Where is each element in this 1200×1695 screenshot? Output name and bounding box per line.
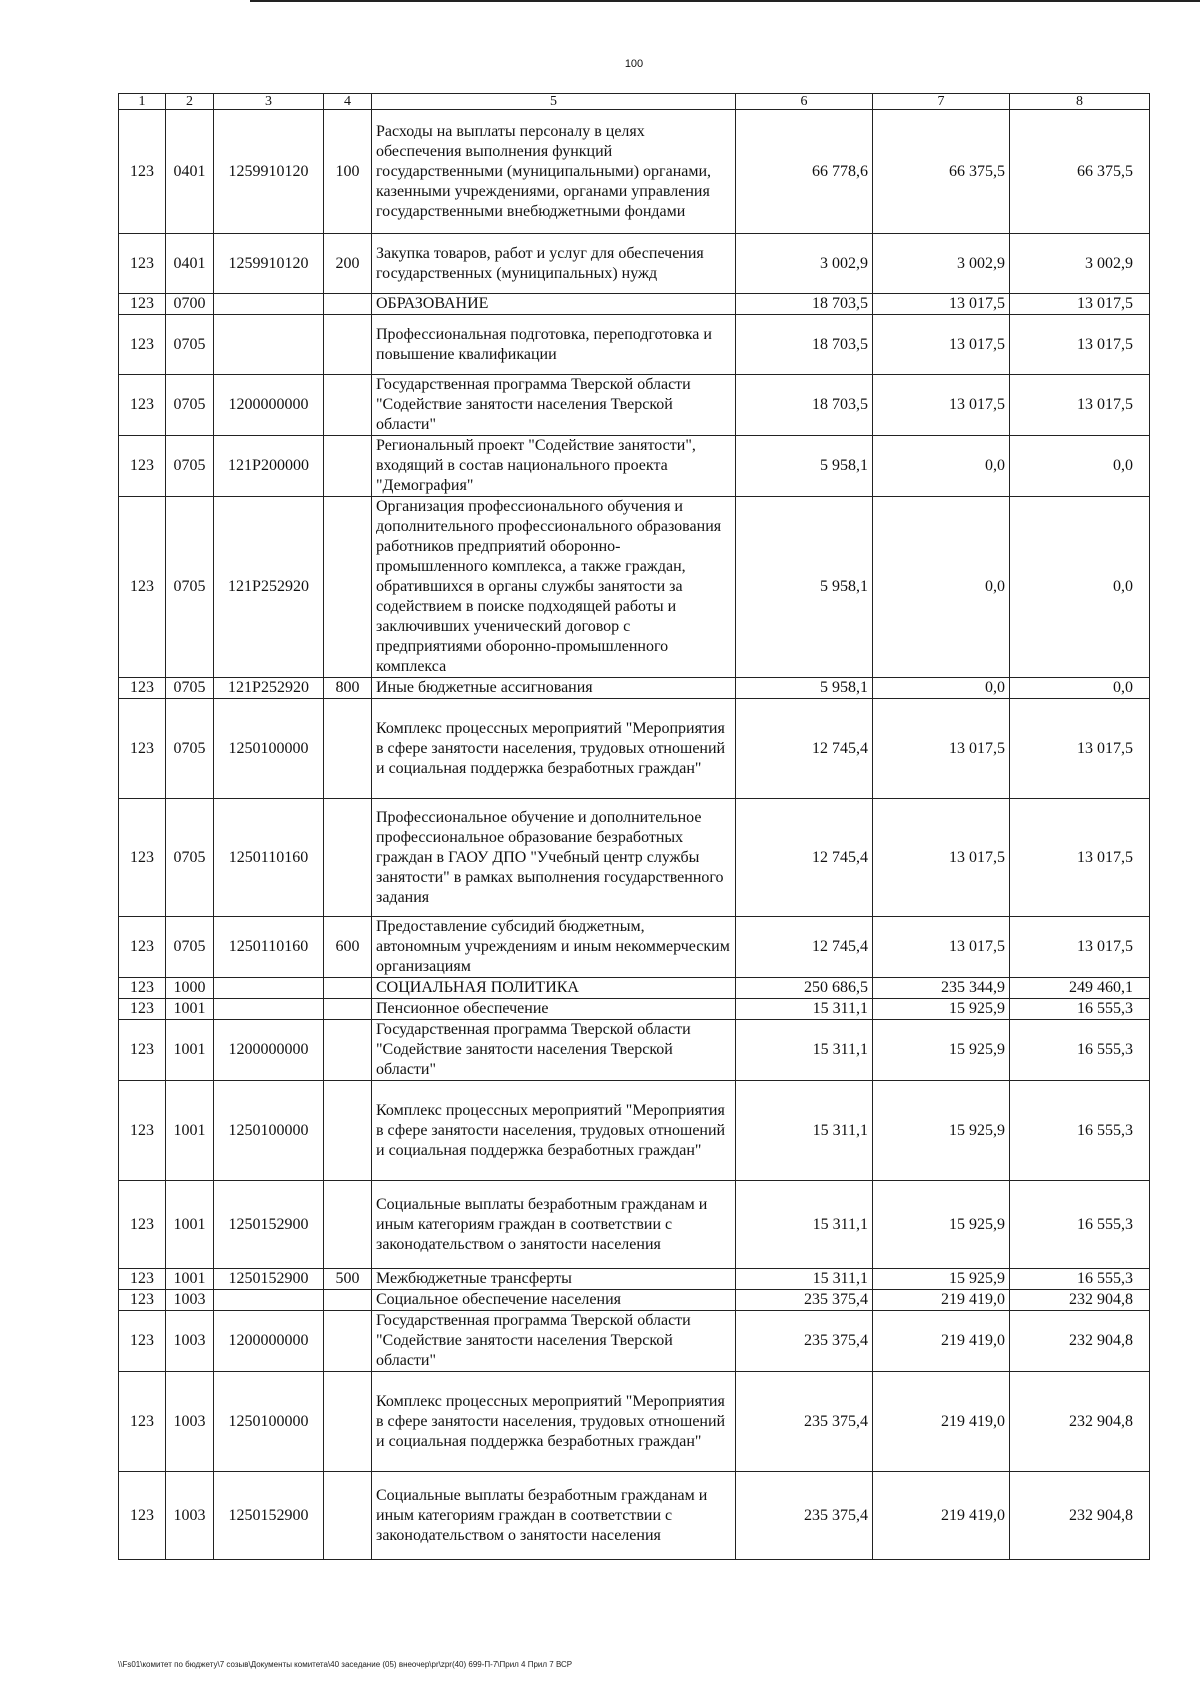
cell-amount-year1: 18 703,5: [736, 294, 873, 315]
cell-amount-year2: 3 002,9: [873, 234, 1010, 294]
cell-amount-year2: 219 419,0: [873, 1311, 1010, 1372]
cell-amount-year3: 13 017,5: [1010, 917, 1150, 978]
cell-amount-year3: 0,0: [1010, 497, 1150, 678]
table-row: [119, 699, 1150, 799]
cell-target-article: [214, 315, 324, 375]
cell-amount-year1: 5 958,1: [736, 497, 873, 678]
cell-section: 1000: [166, 978, 214, 999]
cell-amount-year2: 15 925,9: [873, 1181, 1010, 1269]
cell-amount-year3: 13 017,5: [1010, 699, 1150, 799]
cell-description: СОЦИАЛЬНАЯ ПОЛИТИКА: [372, 978, 736, 999]
table-row: [119, 110, 1150, 234]
cell-description: Государственная программа Тверской области "Содействие занятости населения Тверской области": [372, 1311, 736, 1372]
cell-expense-type: [324, 1081, 372, 1181]
cell-description: Региональный проект "Содействие занятости", входящий в состав национального проекта "Демография": [372, 436, 736, 497]
cell-amount-year1: 235 375,4: [736, 1290, 873, 1311]
table-row: [119, 999, 1150, 1020]
cell-amount-year2: 66 375,5: [873, 110, 1010, 234]
table-row: [119, 678, 1150, 699]
cell-amount-year2: 0,0: [873, 436, 1010, 497]
cell-section: 1003: [166, 1311, 214, 1372]
cell-description: Профессиональное обучение и дополнительное профессиональное образование безработных граждан в ГАОУ ДПО "Учебный центр службы занятости" в рамках выполнения государственного задания: [372, 799, 736, 917]
cell-chapter: 123: [119, 294, 166, 315]
cell-amount-year3: 16 555,3: [1010, 999, 1150, 1020]
cell-target-article: 1259910120: [214, 110, 324, 234]
cell-chapter: 123: [119, 699, 166, 799]
cell-amount-year2: 0,0: [873, 497, 1010, 678]
cell-chapter: 123: [119, 1290, 166, 1311]
cell-expense-type: [324, 375, 372, 436]
cell-amount-year1: 3 002,9: [736, 234, 873, 294]
cell-section: 1001: [166, 1269, 214, 1290]
cell-chapter: 123: [119, 1181, 166, 1269]
table-row: [119, 234, 1150, 294]
cell-amount-year3: 16 555,3: [1010, 1081, 1150, 1181]
cell-amount-year3: 0,0: [1010, 678, 1150, 699]
cell-section: 0705: [166, 678, 214, 699]
column-header: 2: [166, 94, 214, 110]
cell-section: 1003: [166, 1290, 214, 1311]
cell-amount-year3: 13 017,5: [1010, 375, 1150, 436]
cell-chapter: 123: [119, 999, 166, 1020]
cell-amount-year1: 18 703,5: [736, 375, 873, 436]
table-row: [119, 315, 1150, 375]
cell-description: Социальные выплаты безработным гражданам и иным категориям граждан в соответствии с законодательством о занятости населения: [372, 1181, 736, 1269]
cell-section: 1001: [166, 999, 214, 1020]
cell-expense-type: 500: [324, 1269, 372, 1290]
cell-chapter: 123: [119, 1020, 166, 1081]
cell-description: Комплекс процессных мероприятий "Мероприятия в сфере занятости населения, трудовых отношений и социальная поддержка безработных граждан": [372, 1372, 736, 1472]
cell-description: Социальные выплаты безработным гражданам и иным категориям граждан в соответствии с законодательством о занятости населения: [372, 1472, 736, 1560]
column-header: 8: [1010, 94, 1150, 110]
cell-chapter: 123: [119, 1472, 166, 1560]
cell-section: 0401: [166, 234, 214, 294]
cell-amount-year1: 18 703,5: [736, 315, 873, 375]
cell-amount-year3: 16 555,3: [1010, 1181, 1150, 1269]
cell-amount-year2: 235 344,9: [873, 978, 1010, 999]
cell-expense-type: [324, 436, 372, 497]
cell-amount-year2: 13 017,5: [873, 699, 1010, 799]
table-row: [119, 917, 1150, 978]
cell-amount-year2: 219 419,0: [873, 1290, 1010, 1311]
cell-description: Комплекс процессных мероприятий "Мероприятия в сфере занятости населения, трудовых отношений и социальная поддержка безработных граждан": [372, 699, 736, 799]
cell-description: Социальное обеспечение населения: [372, 1290, 736, 1311]
page-number: 100: [624, 58, 644, 70]
cell-section: 0705: [166, 917, 214, 978]
cell-target-article: 1250100000: [214, 1372, 324, 1472]
cell-chapter: 123: [119, 1081, 166, 1181]
cell-amount-year1: 15 311,1: [736, 1269, 873, 1290]
cell-expense-type: [324, 699, 372, 799]
cell-description: Иные бюджетные ассигнования: [372, 678, 736, 699]
cell-amount-year1: 66 778,6: [736, 110, 873, 234]
cell-chapter: 123: [119, 497, 166, 678]
cell-expense-type: [324, 978, 372, 999]
cell-amount-year1: 15 311,1: [736, 1081, 873, 1181]
table-row: [119, 497, 1150, 678]
cell-amount-year3: 232 904,8: [1010, 1372, 1150, 1472]
cell-chapter: 123: [119, 234, 166, 294]
cell-amount-year3: 16 555,3: [1010, 1269, 1150, 1290]
cell-amount-year1: 235 375,4: [736, 1311, 873, 1372]
cell-description: Государственная программа Тверской области "Содействие занятости населения Тверской области": [372, 375, 736, 436]
cell-chapter: 123: [119, 315, 166, 375]
cell-expense-type: [324, 294, 372, 315]
cell-amount-year2: 13 017,5: [873, 799, 1010, 917]
cell-target-article: 1250100000: [214, 699, 324, 799]
cell-expense-type: 800: [324, 678, 372, 699]
cell-target-article: 1200000000: [214, 375, 324, 436]
cell-amount-year2: 15 925,9: [873, 1269, 1010, 1290]
column-header: 4: [324, 94, 372, 110]
cell-target-article: 121P200000: [214, 436, 324, 497]
cell-amount-year1: 5 958,1: [736, 678, 873, 699]
cell-description: Межбюджетные трансферты: [372, 1269, 736, 1290]
header-row: [119, 94, 1150, 110]
cell-amount-year3: 249 460,1: [1010, 978, 1150, 999]
cell-amount-year3: 13 017,5: [1010, 315, 1150, 375]
cell-amount-year3: 232 904,8: [1010, 1472, 1150, 1560]
cell-amount-year2: 219 419,0: [873, 1372, 1010, 1472]
cell-expense-type: 100: [324, 110, 372, 234]
cell-section: 1003: [166, 1372, 214, 1472]
cell-chapter: 123: [119, 436, 166, 497]
cell-chapter: 123: [119, 375, 166, 436]
cell-target-article: 1250152900: [214, 1181, 324, 1269]
budget-table: [118, 93, 1150, 1560]
cell-section: 1001: [166, 1020, 214, 1081]
cell-amount-year1: 5 958,1: [736, 436, 873, 497]
cell-target-article: 1250152900: [214, 1269, 324, 1290]
cell-amount-year1: 15 311,1: [736, 999, 873, 1020]
table-row: [119, 799, 1150, 917]
table-row: [119, 436, 1150, 497]
cell-target-article: 121P252920: [214, 678, 324, 699]
cell-target-article: 1250100000: [214, 1081, 324, 1181]
table-row: [119, 1311, 1150, 1372]
cell-expense-type: [324, 1372, 372, 1472]
cell-chapter: 123: [119, 1311, 166, 1372]
cell-chapter: 123: [119, 1372, 166, 1472]
column-header: 5: [372, 94, 736, 110]
cell-amount-year2: 13 017,5: [873, 315, 1010, 375]
cell-expense-type: [324, 1181, 372, 1269]
table-row: [119, 1269, 1150, 1290]
cell-expense-type: [324, 799, 372, 917]
column-header: 3: [214, 94, 324, 110]
cell-chapter: 123: [119, 978, 166, 999]
cell-expense-type: [324, 1020, 372, 1081]
cell-section: 0705: [166, 699, 214, 799]
table-row: [119, 1472, 1150, 1560]
cell-section: 0705: [166, 436, 214, 497]
cell-chapter: 123: [119, 917, 166, 978]
table-row: [119, 375, 1150, 436]
cell-target-article: [214, 1290, 324, 1311]
cell-description: Государственная программа Тверской области "Содействие занятости населения Тверской области": [372, 1020, 736, 1081]
cell-chapter: 123: [119, 799, 166, 917]
cell-target-article: 1200000000: [214, 1020, 324, 1081]
cell-amount-year2: 13 017,5: [873, 917, 1010, 978]
cell-target-article: 1200000000: [214, 1311, 324, 1372]
file-path-footer: \\Fs01\комитет по бюджету\7 созыв\Документы комитета\40 заседание (05) внеочер\pr\zpr(40) 699-П-7\Прил 4 Прил 7 ВСР: [118, 1660, 573, 1669]
cell-chapter: 123: [119, 1269, 166, 1290]
table-body: [119, 110, 1150, 1560]
cell-section: 0705: [166, 497, 214, 678]
cell-target-article: [214, 978, 324, 999]
cell-expense-type: [324, 315, 372, 375]
cell-expense-type: [324, 1311, 372, 1372]
cell-amount-year2: 0,0: [873, 678, 1010, 699]
cell-amount-year1: 15 311,1: [736, 1020, 873, 1081]
cell-amount-year3: 3 002,9: [1010, 234, 1150, 294]
cell-expense-type: [324, 497, 372, 678]
cell-amount-year3: 16 555,3: [1010, 1020, 1150, 1081]
cell-target-article: 1250110160: [214, 799, 324, 917]
cell-amount-year2: 13 017,5: [873, 294, 1010, 315]
cell-section: 0705: [166, 375, 214, 436]
cell-expense-type: 200: [324, 234, 372, 294]
cell-target-article: [214, 294, 324, 315]
cell-amount-year1: 15 311,1: [736, 1181, 873, 1269]
cell-description: Пенсионное обеспечение: [372, 999, 736, 1020]
cell-amount-year2: 15 925,9: [873, 1081, 1010, 1181]
cell-amount-year1: 235 375,4: [736, 1472, 873, 1560]
cell-section: 1001: [166, 1181, 214, 1269]
cell-expense-type: [324, 999, 372, 1020]
cell-amount-year2: 219 419,0: [873, 1472, 1010, 1560]
cell-expense-type: [324, 1472, 372, 1560]
cell-section: 0700: [166, 294, 214, 315]
cell-target-article: 121P252920: [214, 497, 324, 678]
cell-section: 0705: [166, 799, 214, 917]
cell-section: 0705: [166, 315, 214, 375]
cell-target-article: 1250152900: [214, 1472, 324, 1560]
cell-amount-year3: 13 017,5: [1010, 799, 1150, 917]
cell-amount-year3: 66 375,5: [1010, 110, 1150, 234]
cell-section: 1003: [166, 1472, 214, 1560]
cell-amount-year1: 12 745,4: [736, 917, 873, 978]
column-header: 1: [119, 94, 166, 110]
cell-description: Организация профессионального обучения и дополнительного профессионального образования работников предприятий оборонно-промышленного комплекса, а также граждан, обратившихся в органы службы занятости за содействием в поиске подходящей работы и заключивших ученический договор с предприятиями оборонно-промышленного комплекса: [372, 497, 736, 678]
cell-target-article: 1259910120: [214, 234, 324, 294]
cell-amount-year3: 13 017,5: [1010, 294, 1150, 315]
cell-chapter: 123: [119, 110, 166, 234]
cell-amount-year3: 232 904,8: [1010, 1290, 1150, 1311]
scan-top-rule: [250, 0, 1200, 2]
table-row: [119, 1081, 1150, 1181]
table-row: [119, 1181, 1150, 1269]
cell-amount-year3: 232 904,8: [1010, 1311, 1150, 1372]
cell-amount-year3: 0,0: [1010, 436, 1150, 497]
column-header: 7: [873, 94, 1010, 110]
cell-description: Расходы на выплаты персоналу в целях обеспечения выполнения функций государственными (муниципальными) органами, казенными учреждениями, органами управления государственными внебюджетными фондами: [372, 110, 736, 234]
cell-amount-year1: 12 745,4: [736, 699, 873, 799]
cell-description: Профессиональная подготовка, переподготовка и повышение квалификации: [372, 315, 736, 375]
table-row: [119, 1290, 1150, 1311]
cell-expense-type: 600: [324, 917, 372, 978]
cell-section: 0401: [166, 110, 214, 234]
cell-amount-year2: 15 925,9: [873, 1020, 1010, 1081]
table-row: [119, 294, 1150, 315]
cell-target-article: [214, 999, 324, 1020]
table-row: [119, 1372, 1150, 1472]
cell-amount-year1: 235 375,4: [736, 1372, 873, 1472]
cell-amount-year1: 250 686,5: [736, 978, 873, 999]
cell-amount-year2: 13 017,5: [873, 375, 1010, 436]
table-row: [119, 1020, 1150, 1081]
cell-amount-year1: 12 745,4: [736, 799, 873, 917]
cell-description: Предоставление субсидий бюджетным, автономным учреждениям и иным некоммерческим организациям: [372, 917, 736, 978]
cell-amount-year2: 15 925,9: [873, 999, 1010, 1020]
cell-section: 1001: [166, 1081, 214, 1181]
table-row: [119, 978, 1150, 999]
cell-target-article: 1250110160: [214, 917, 324, 978]
cell-chapter: 123: [119, 678, 166, 699]
cell-expense-type: [324, 1290, 372, 1311]
cell-description: Закупка товаров, работ и услуг для обеспечения государственных (муниципальных) нужд: [372, 234, 736, 294]
column-header: 6: [736, 94, 873, 110]
cell-description: ОБРАЗОВАНИЕ: [372, 294, 736, 315]
cell-description: Комплекс процессных мероприятий "Мероприятия в сфере занятости населения, трудовых отношений и социальная поддержка безработных граждан": [372, 1081, 736, 1181]
